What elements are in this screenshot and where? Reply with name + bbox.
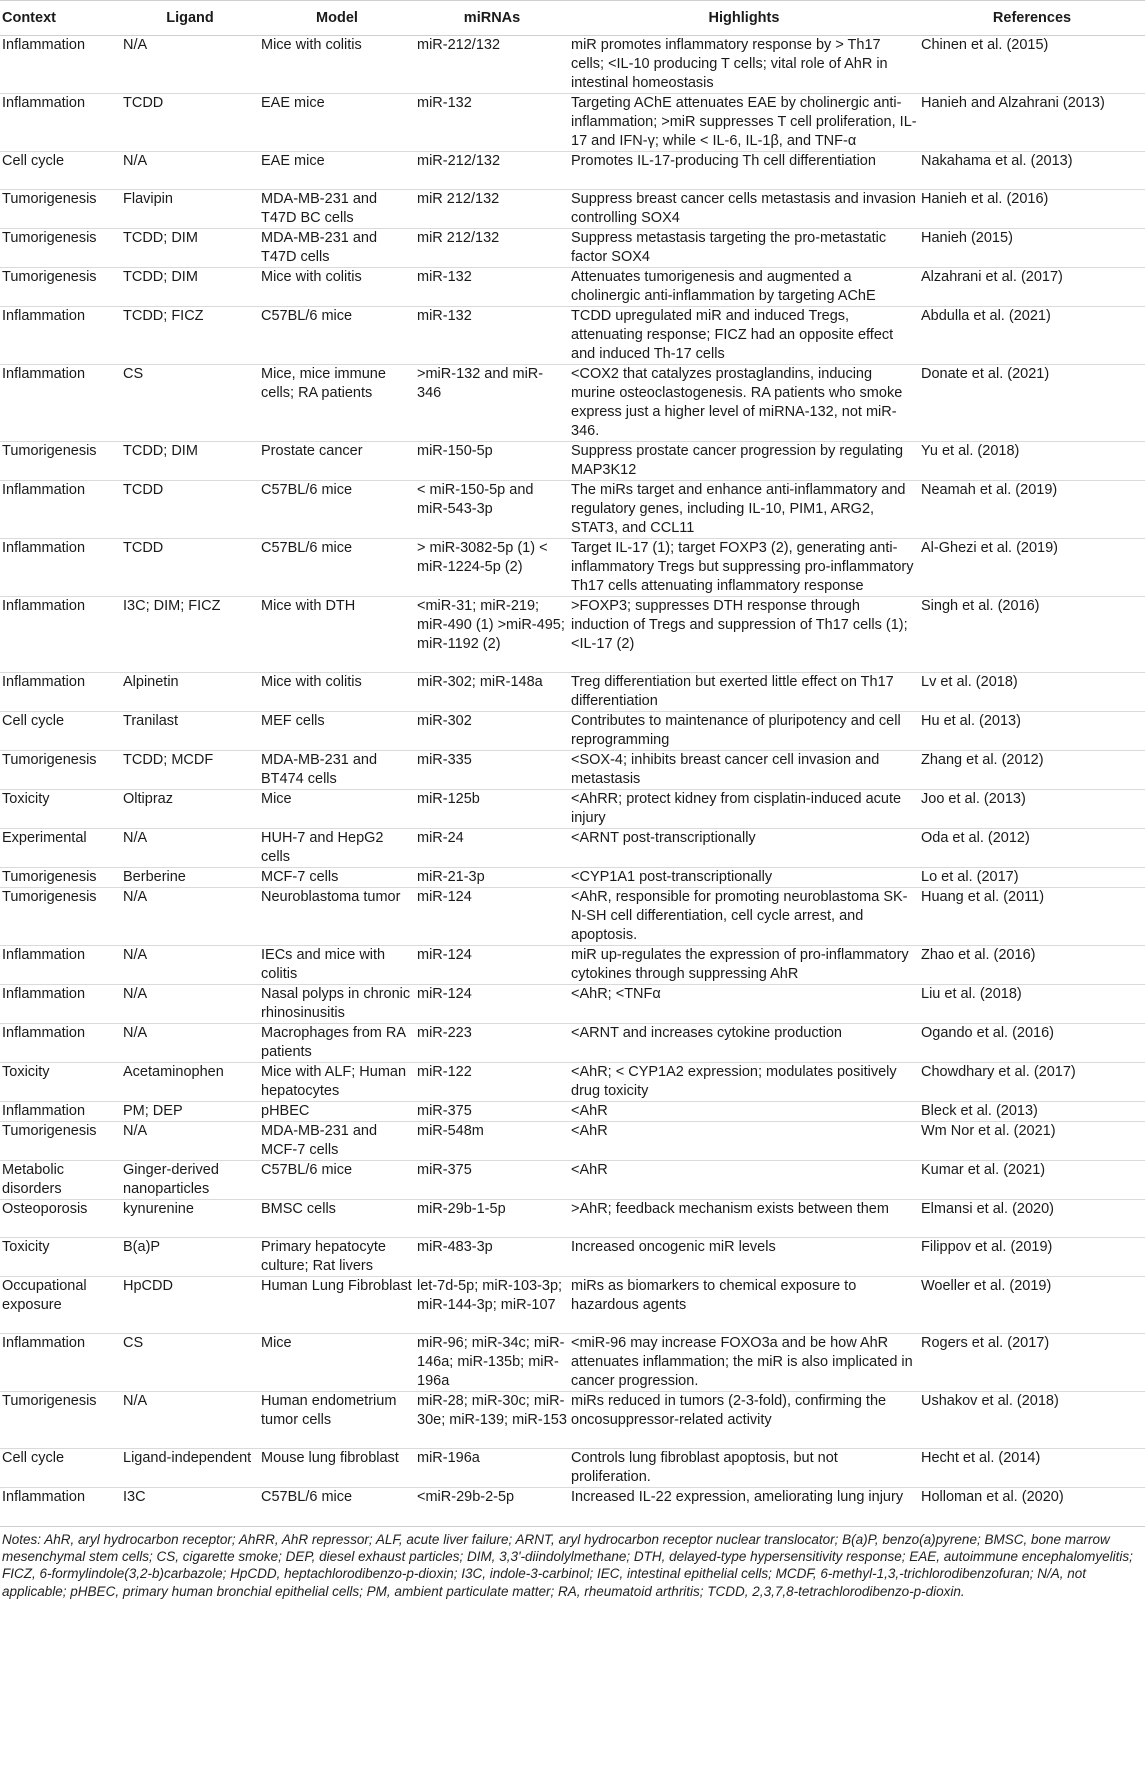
cell-model: EAE mice	[261, 153, 325, 169]
table-row	[0, 152, 1145, 190]
cell-model: MDA-MB-231 and MCF-7 cells	[261, 1123, 378, 1158]
cell-ligand: TCDD	[123, 482, 164, 498]
cell-highlights: <CYP1A1 post-transcriptionally	[571, 869, 773, 885]
cell-references: Wm Nor et al. (2021)	[921, 1123, 1056, 1139]
cell-highlights: Target IL-17 (1); target FOXP3 (2), generating anti-inflammatory Tregs but suppressing pro-inflammatory Th17 cells attenuating inflammatory response	[571, 540, 914, 594]
table-row	[0, 946, 1145, 985]
cell-mirnas: miR-302	[417, 713, 472, 729]
cell-context: Cell cycle	[2, 153, 65, 169]
table-row	[0, 1488, 1145, 1526]
cell-ligand: TCDD; MCDF	[123, 752, 214, 768]
cell-model: Mice with colitis	[261, 269, 362, 285]
cell-model: C57BL/6 mice	[261, 1162, 353, 1178]
table-row	[0, 481, 1145, 539]
table-row	[0, 268, 1145, 307]
cell-model: Nasal polyps in chronic rhinosinusitis	[261, 986, 411, 1021]
cell-context: Inflammation	[2, 95, 86, 111]
cell-ligand: Alpinetin	[123, 674, 179, 690]
cell-references: Hanieh (2015)	[921, 230, 1013, 246]
cell-context: Inflammation	[2, 366, 86, 382]
cell-highlights: Contributes to maintenance of pluripotency and cell reprogramming	[571, 713, 901, 748]
cell-model: HUH-7 and HepG2 cells	[261, 830, 384, 865]
cell-ligand: PM; DEP	[123, 1103, 183, 1119]
cell-references: Hanieh and Alzahrani (2013)	[921, 95, 1105, 111]
cell-references: Yu et al. (2018)	[921, 443, 1020, 459]
cell-references: Nakahama et al. (2013)	[921, 153, 1073, 169]
cell-highlights: miRs reduced in tumors (2-3-fold), confirming the oncosuppressor-related activity	[571, 1393, 887, 1428]
cell-ligand: N/A	[123, 37, 148, 53]
cell-ligand: N/A	[123, 1123, 148, 1139]
cell-highlights: <AhR; <TNFα	[571, 986, 661, 1002]
table-row	[0, 673, 1145, 712]
cell-model: Mice	[261, 1335, 292, 1351]
header-context: Context	[0, 1, 121, 36]
cell-references: Zhang et al. (2012)	[921, 752, 1044, 768]
cell-model: Mice with colitis	[261, 37, 362, 53]
cell-model: MDA-MB-231 and T47D BC cells	[261, 191, 378, 226]
cell-highlights: <AhR; < CYP1A2 expression; modulates positively drug toxicity	[571, 1064, 897, 1099]
cell-model: EAE mice	[261, 95, 325, 111]
cell-ligand: TCDD; DIM	[123, 230, 198, 246]
cell-mirnas: miR-125b	[417, 791, 480, 807]
cell-ligand: N/A	[123, 1393, 148, 1409]
cell-context: Tumorigenesis	[2, 889, 97, 905]
cell-references: Hu et al. (2013)	[921, 713, 1021, 729]
table-row	[0, 190, 1145, 229]
cell-context: Toxicity	[2, 1064, 50, 1080]
cell-mirnas: miR-375	[417, 1162, 472, 1178]
cell-model: Mice with DTH	[261, 598, 356, 614]
cell-mirnas: <miR-31; miR-219; miR-490 (1) >miR-495; miR-1192 (2)	[417, 598, 565, 652]
table-row	[0, 365, 1145, 442]
cell-context: Tumorigenesis	[2, 191, 97, 207]
cell-mirnas: miR-96; miR-34c; miR-146a; miR-135b; miR-196a	[417, 1335, 565, 1389]
cell-references: Woeller et al. (2019)	[921, 1278, 1052, 1294]
cell-highlights: <AhR, responsible for promoting neuroblastoma SK-N-SH cell differentiation, cell cycle arrest, and apoptosis.	[571, 889, 908, 943]
cell-context: Tumorigenesis	[2, 230, 97, 246]
cell-highlights: miR up-regulates the expression of pro-inflammatory cytokines through suppressing AhR	[571, 947, 909, 982]
table-row	[0, 829, 1145, 868]
cell-context: Cell cycle	[2, 713, 65, 729]
cell-references: Lo et al. (2017)	[921, 869, 1019, 885]
cell-mirnas: miR-302; miR-148a	[417, 674, 543, 690]
cell-context: Inflammation	[2, 540, 86, 556]
cell-context: Tumorigenesis	[2, 1123, 97, 1139]
cell-mirnas: miR-124	[417, 986, 472, 1002]
cell-model: C57BL/6 mice	[261, 540, 353, 556]
cell-mirnas: miR-212/132	[417, 37, 501, 53]
cell-ligand: I3C	[123, 1489, 146, 1505]
cell-mirnas: > miR-3082-5p (1) < miR-1224-5p (2)	[417, 540, 548, 575]
cell-mirnas: miR-124	[417, 889, 472, 905]
cell-context: Inflammation	[2, 1103, 86, 1119]
cell-mirnas: miR-375	[417, 1103, 472, 1119]
cell-mirnas: miR-21-3p	[417, 869, 485, 885]
cell-context: Inflammation	[2, 674, 86, 690]
cell-ligand: TCDD; DIM	[123, 443, 198, 459]
cell-model: C57BL/6 mice	[261, 308, 353, 324]
cell-model: MDA-MB-231 and T47D cells	[261, 230, 378, 265]
cell-mirnas: >miR-132 and miR-346	[417, 366, 544, 401]
cell-mirnas: miR-28; miR-30c; miR-30e; miR-139; miR-153	[417, 1393, 567, 1428]
cell-mirnas: miR-132	[417, 308, 472, 324]
cell-context: Osteoporosis	[2, 1201, 88, 1217]
cell-references: Neamah et al. (2019)	[921, 482, 1058, 498]
cell-references: Filippov et al. (2019)	[921, 1239, 1053, 1255]
cell-context: Toxicity	[2, 1239, 50, 1255]
cell-ligand: Acetaminophen	[123, 1064, 224, 1080]
cell-highlights: <AhR	[571, 1103, 608, 1119]
cell-model: MCF-7 cells	[261, 869, 339, 885]
cell-references: Ogando et al. (2016)	[921, 1025, 1055, 1041]
cell-references: Donate et al. (2021)	[921, 366, 1050, 382]
cell-references: Zhao et al. (2016)	[921, 947, 1036, 963]
cell-ligand: N/A	[123, 889, 148, 905]
cell-model: Human endometrium tumor cells	[261, 1393, 397, 1428]
cell-highlights: Targeting AChE attenuates EAE by cholinergic anti-inflammation; >miR suppresses T cell proliferation, IL-17 and IFN-γ; while < IL-6, IL-1β, and TNF-α	[571, 95, 917, 149]
cell-ligand: Ginger-derived nanoparticles	[123, 1162, 219, 1197]
cell-ligand: TCDD	[123, 540, 164, 556]
cell-references: Kumar et al. (2021)	[921, 1162, 1046, 1178]
cell-ligand: B(a)P	[123, 1239, 161, 1255]
cell-model: MEF cells	[261, 713, 325, 729]
cell-mirnas: miR 212/132	[417, 230, 500, 246]
cell-mirnas: miR-212/132	[417, 153, 501, 169]
cell-mirnas: miR-196a	[417, 1450, 480, 1466]
cell-model: C57BL/6 mice	[261, 1489, 353, 1505]
table-row	[0, 94, 1145, 152]
table-row	[0, 888, 1145, 946]
cell-mirnas: miR-132	[417, 269, 472, 285]
cell-ligand: Flavipin	[123, 191, 173, 207]
cell-highlights: Increased IL-22 expression, ameliorating lung injury	[571, 1489, 904, 1505]
header-ligand: Ligand	[121, 1, 259, 36]
cell-mirnas: miR 212/132	[417, 191, 500, 207]
cell-references: Chowdhary et al. (2017)	[921, 1064, 1076, 1080]
cell-context: Inflammation	[2, 482, 86, 498]
cell-mirnas: miR-24	[417, 830, 464, 846]
cell-mirnas: miR-335	[417, 752, 472, 768]
table-row	[0, 1392, 1145, 1449]
cell-references: Liu et al. (2018)	[921, 986, 1022, 1002]
cell-context: Cell cycle	[2, 1450, 65, 1466]
cell-ligand: N/A	[123, 153, 148, 169]
cell-mirnas: let-7d-5p; miR-103-3p; miR-144-3p; miR-107	[417, 1278, 563, 1313]
cell-mirnas: miR-132	[417, 95, 472, 111]
cell-highlights: Suppress breast cancer cells metastasis and invasion controlling SOX4	[571, 191, 916, 226]
cell-highlights: TCDD upregulated miR and induced Tregs, attenuating response; FICZ had an opposite effect and induced Th-17 cells	[571, 308, 894, 362]
table-row	[0, 539, 1145, 597]
cell-context: Inflammation	[2, 1025, 86, 1041]
cell-mirnas: miR-122	[417, 1064, 472, 1080]
table-row	[0, 712, 1145, 751]
cell-highlights: miRs as biomarkers to chemical exposure to hazardous agents	[571, 1278, 857, 1313]
cell-highlights: Increased oncogenic miR levels	[571, 1239, 776, 1255]
cell-mirnas: miR-548m	[417, 1123, 484, 1139]
cell-context: Occupational exposure	[2, 1278, 87, 1313]
table-row	[0, 1122, 1145, 1161]
table-row	[0, 1277, 1145, 1334]
cell-context: Inflammation	[2, 947, 86, 963]
table-row	[0, 307, 1145, 365]
cell-references: Joo et al. (2013)	[921, 791, 1026, 807]
cell-references: Singh et al. (2016)	[921, 598, 1040, 614]
cell-ligand: kynurenine	[123, 1201, 194, 1217]
table-notes: Notes: AhR, aryl hydrocarbon receptor; AhRR, AhR repressor; ALF, acute liver failure; ARNT, aryl hydrocarbon receptor nuclear translocator; B(a)P, benzo(a)pyrene; BMSC, bone marrow mesenchymal stem cells; CS, cigarette smoke; DEP, diesel exhaust particles; DIM, 3,3'-diindolylmethane; DTH, delayed-type hypersensitivity response; EAE, autoimmune encephalomyelitis; FICZ, 6-formylindole(3,2-b)carbazole; HpCDD, heptachlorodibenzo-p-dioxin; I3C, indole-3-carbinol; IEC, intestinal epithelial cells; MCDF, 6-methyl-1,3,-trichlorodibenzofuran; N/A, not applicable; pHBEC, primary human bronchial epithelial cells; PM, ambient particulate matter; RA, rheumatoid arthritis; TCDD, 2,3,7,8-tetrachlorodibenzo-p-dioxin.	[0, 1526, 1145, 1601]
cell-highlights: <ARNT and increases cytokine production	[571, 1025, 842, 1041]
table-row	[0, 229, 1145, 268]
cell-context: Metabolic disorders	[2, 1162, 65, 1197]
cell-references: Rogers et al. (2017)	[921, 1335, 1050, 1351]
cell-ligand: TCDD; DIM	[123, 269, 198, 285]
cell-model: Macrophages from RA patients	[261, 1025, 406, 1060]
cell-references: Bleck et al. (2013)	[921, 1103, 1038, 1119]
cell-highlights: <ARNT post-transcriptionally	[571, 830, 756, 846]
table-body	[0, 36, 1145, 1526]
cell-mirnas: miR-124	[417, 947, 472, 963]
cell-context: Experimental	[2, 830, 87, 846]
cell-context: Toxicity	[2, 791, 50, 807]
cell-mirnas: miR-150-5p	[417, 443, 493, 459]
cell-references: Chinen et al. (2015)	[921, 37, 1049, 53]
cell-context: Tumorigenesis	[2, 752, 97, 768]
cell-references: Elmansi et al. (2020)	[921, 1201, 1054, 1217]
cell-model: Mice	[261, 791, 292, 807]
table-row	[0, 985, 1145, 1024]
table-row	[0, 597, 1145, 673]
cell-ligand: Ligand-independent	[123, 1450, 252, 1466]
cell-model: Mice with colitis	[261, 674, 362, 690]
cell-ligand: TCDD	[123, 95, 164, 111]
cell-model: IECs and mice with colitis	[261, 947, 386, 982]
cell-context: Tumorigenesis	[2, 1393, 97, 1409]
cell-references: Al-Ghezi et al. (2019)	[921, 540, 1059, 556]
header-highlights: Highlights	[569, 1, 919, 36]
cell-highlights: <AhR	[571, 1123, 608, 1139]
cell-context: Tumorigenesis	[2, 269, 97, 285]
cell-ligand: Berberine	[123, 869, 186, 885]
cell-references: Huang et al. (2011)	[921, 889, 1045, 905]
table-row	[0, 1024, 1145, 1063]
cell-ligand: N/A	[123, 1025, 148, 1041]
cell-context: Tumorigenesis	[2, 869, 97, 885]
table-row	[0, 868, 1145, 888]
cell-context: Inflammation	[2, 986, 86, 1002]
cell-model: C57BL/6 mice	[261, 482, 353, 498]
cell-highlights: <AhRR; protect kidney from cisplatin-induced acute injury	[571, 791, 902, 826]
cell-references: Hanieh et al. (2016)	[921, 191, 1049, 207]
table-row	[0, 1200, 1145, 1238]
cell-references: Oda et al. (2012)	[921, 830, 1030, 846]
cell-references: Lv et al. (2018)	[921, 674, 1018, 690]
cell-highlights: <SOX-4; inhibits breast cancer cell invasion and metastasis	[571, 752, 880, 787]
cell-ligand: HpCDD	[123, 1278, 173, 1294]
cell-highlights: miR promotes inflammatory response by > Th17 cells; <IL-10 producing T cells; vital role of AhR in intestinal homeostasis	[571, 37, 888, 91]
cell-references: Ushakov et al. (2018)	[921, 1393, 1059, 1409]
cell-context: Inflammation	[2, 1489, 86, 1505]
cell-highlights: <AhR	[571, 1162, 608, 1178]
cell-mirnas: miR-223	[417, 1025, 472, 1041]
cell-mirnas: < miR-150-5p and miR-543-3p	[417, 482, 534, 517]
cell-model: pHBEC	[261, 1103, 310, 1119]
table-row	[0, 1102, 1145, 1122]
cell-highlights: Promotes IL-17-producing Th cell differentiation	[571, 153, 876, 169]
cell-mirnas: miR-483-3p	[417, 1239, 493, 1255]
cell-highlights: Attenuates tumorigenesis and augmented a cholinergic anti-inflammation by targeting AChE	[571, 269, 876, 304]
header-model: Model	[259, 1, 415, 36]
cell-model: MDA-MB-231 and BT474 cells	[261, 752, 378, 787]
cell-context: Inflammation	[2, 308, 86, 324]
cell-model: Primary hepatocyte culture; Rat livers	[261, 1239, 386, 1274]
cell-highlights: <miR-96 may increase FOXO3a and be how AhR attenuates inflammation; the miR is also implicated in cancer progression.	[571, 1335, 913, 1389]
table-row	[0, 36, 1145, 94]
cell-ligand: CS	[123, 366, 144, 382]
cell-references: Abdulla et al. (2021)	[921, 308, 1051, 324]
cell-model: Human Lung Fibroblast	[261, 1278, 412, 1294]
cell-model: Prostate cancer	[261, 443, 363, 459]
cell-ligand: TCDD; FICZ	[123, 308, 204, 324]
table-row	[0, 790, 1145, 829]
table-row	[0, 1334, 1145, 1392]
cell-highlights: Suppress prostate cancer progression by regulating MAP3K12	[571, 443, 904, 478]
cell-model: Neuroblastoma tumor	[261, 889, 401, 905]
cell-ligand: I3C; DIM; FICZ	[123, 598, 221, 614]
cell-references: Hecht et al. (2014)	[921, 1450, 1041, 1466]
cell-highlights: <COX2 that catalyzes prostaglandins, inducing murine osteoclastogenesis. RA patients who smoke express just a higher level of miRNA-132, not miR-346.	[571, 366, 903, 439]
table-row	[0, 1449, 1145, 1488]
cell-ligand: N/A	[123, 986, 148, 1002]
cell-mirnas: <miR-29b-2-5p	[417, 1489, 515, 1505]
header-references: References	[919, 1, 1145, 36]
cell-model: Mouse lung fibroblast	[261, 1450, 399, 1466]
cell-mirnas: miR-29b-1-5p	[417, 1201, 506, 1217]
cell-references: Holloman et al. (2020)	[921, 1489, 1064, 1505]
cell-ligand: N/A	[123, 947, 148, 963]
cell-highlights: >FOXP3; suppresses DTH response through induction of Tregs and suppression of Th17 cells (1); <IL-17 (2)	[571, 598, 908, 652]
cell-model: BMSC cells	[261, 1201, 336, 1217]
cell-model: Mice with ALF; Human hepatocytes	[261, 1064, 407, 1099]
header-mirnas: miRNAs	[415, 1, 569, 36]
cell-highlights: Treg differentiation but exerted little effect on Th17 differentiation	[571, 674, 894, 709]
cell-context: Inflammation	[2, 37, 86, 53]
cell-highlights: The miRs target and enhance anti-inflammatory and regulatory genes, including IL-10, PIM1, ARG2, STAT3, and CCL11	[571, 482, 906, 536]
cell-context: Tumorigenesis	[2, 443, 97, 459]
cell-highlights: >AhR; feedback mechanism exists between them	[571, 1201, 889, 1217]
cell-references: Alzahrani et al. (2017)	[921, 269, 1063, 285]
table-row	[0, 1063, 1145, 1102]
cell-ligand: Tranilast	[123, 713, 179, 729]
cell-context: Inflammation	[2, 598, 86, 614]
cell-ligand: N/A	[123, 830, 148, 846]
cell-ligand: CS	[123, 1335, 144, 1351]
table-row	[0, 1161, 1145, 1200]
cell-model: Mice, mice immune cells; RA patients	[261, 366, 386, 401]
cell-context: Inflammation	[2, 1335, 86, 1351]
cell-highlights: Suppress metastasis targeting the pro-metastatic factor SOX4	[571, 230, 887, 265]
cell-highlights: Controls lung fibroblast apoptosis, but not proliferation.	[571, 1450, 838, 1485]
table-row	[0, 1238, 1145, 1277]
table-row	[0, 751, 1145, 790]
table-header	[0, 1, 1145, 36]
cell-ligand: Oltipraz	[123, 791, 173, 807]
table-row	[0, 442, 1145, 481]
